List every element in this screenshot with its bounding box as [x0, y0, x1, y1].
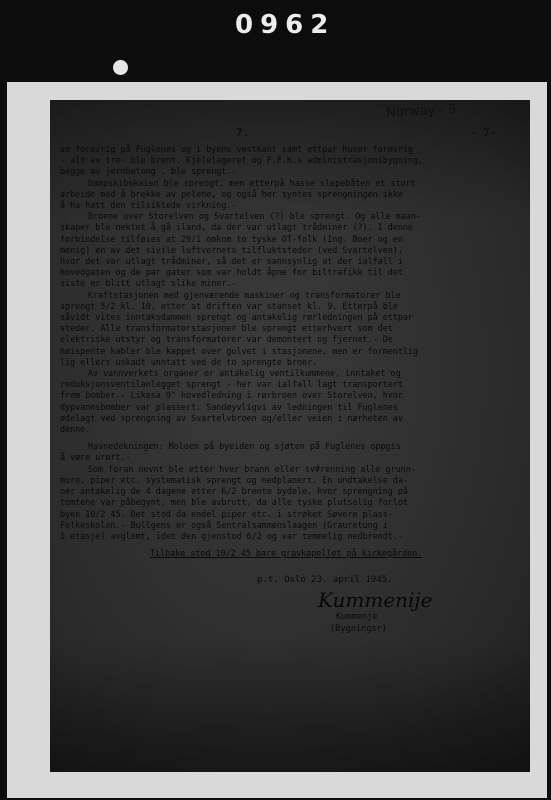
body-line: 1 etasje) avglemt, idet den gjenstod 6/2 og var temmelig nedbrendt.-	[60, 530, 403, 541]
body-line: Kraftstasjonen med gjenværende maskiner og transformatorer ble	[88, 289, 401, 300]
body-line: Broene over Storelven og Svartelven (?) ble sprengt. Og alle maan-	[88, 211, 421, 222]
page-number-left: 7.	[236, 126, 250, 139]
body-line: Av vannverkets organer er antakelig ventilkummene, inntaket og	[88, 368, 401, 379]
body-line: siste er blitt utlagt slike miner.-	[60, 278, 237, 289]
body-line: Dampskibskaien ble sprengt, men etterpå hasse slepebåten et stort	[88, 177, 416, 188]
body-line: ødelagt ved sprengning av Svartelvbroen og/eller veien i nærheten av	[60, 412, 403, 423]
country-tag: Norway - 5	[385, 102, 457, 121]
body-line: hvor det var utlagt trådminer, så det er sannsynlig at der ialfall i	[60, 256, 403, 267]
body-line: Folkeskolen.- Bullgens er også Sentralsammenslaagen (Grauretung i	[60, 519, 388, 530]
body-line: dypvannsbomber var plassert. Sandøyvligvi av ledningen til Fuglenes	[60, 401, 398, 412]
body-line: sprengt 5/2 kl. 10, etter at driften var stanset kl. 9. Etterpå ble	[60, 300, 398, 311]
body-line: arbeide med å brekke av pelene, og også her syntes sprengningen ikke	[60, 188, 403, 199]
body-line: hovedgaten og de par gater som var holdt åpne for biltrafikk til det	[60, 267, 403, 278]
frame-number: 0962	[235, 10, 336, 40]
body-line: menig) en av det sivile luftvernets tilfluktsteder (ved Svartelven),	[60, 244, 403, 255]
body-line: skaper ble nektet å gå iland, da der var utlagt trådminer (?). I denne	[60, 222, 413, 233]
body-line: denne.	[60, 424, 91, 435]
body-line: tomtene var påbegynt, men ble avbrutt, da alle tyske plutselig forlot	[60, 497, 408, 508]
body-line: byen 10/2 45. Det stod da endel piper etc. i strøket Søvere plass-	[60, 508, 393, 519]
body-line: so forevrig på Fuglenes og i byens vestkant samt ettpar huser forøvrig	[60, 144, 413, 154]
signer-name: Kummenje	[336, 612, 378, 622]
page-number-right: - 7-	[470, 126, 497, 139]
body-line: reduksjonsventilanlegget sprengt - her var ialfall lagt transportert	[60, 379, 403, 390]
body-line: begge av jernbetong , ble sprengt.-	[60, 166, 237, 177]
body-line: elektriske utstyr og transformatorer var demontert og fjernet.- De	[60, 334, 393, 345]
body-line: Som foran nevnt ble etter hver brann eller sv#renning alle grunn-	[88, 463, 416, 474]
body-line: mure, piper etc. systematisk sprengt og nedplanert. En undtakelse da-	[60, 474, 408, 485]
signer-role: (Bygningsr)	[330, 624, 387, 634]
body-line: lig ellers uskadt unntatt ved de to sprengte broer.	[60, 356, 318, 367]
body-line: frem bomber.- Likesa 9" hovedledning i rørbroen over Storelven, hvor	[60, 390, 403, 401]
body-text	[60, 144, 506, 559]
dateline: p.t. Oslo 23. april 1945.	[257, 575, 393, 585]
handwritten-signature: Kummenije	[318, 588, 433, 612]
body-line: såvidt vites inntaksdammen sprengt og antakelig rørledningen på ettpar	[60, 312, 413, 323]
body-line: steder. Alle transformatorstasjoner ble sprengt etterhvert som det	[60, 323, 393, 334]
body-line: å ha hatt den tilsiktede virkning.-	[60, 200, 237, 211]
body-line: - alt av tre- ble brent. Kjelelageret og F.F.K.s administrasjonsbygning,	[60, 155, 424, 166]
body-line: ner antakelig de 4 dagene etter 6/2 brente bydele, hvor sprengning på	[60, 486, 408, 497]
body-line: Havnedekningen: Moloen på byeiden og sjøten på Fuglenes oppgis	[88, 441, 401, 452]
footer-line: Tilbake stod 10/2 45 bare gravkapellet på kirkegården.	[150, 548, 423, 559]
punch-hole	[113, 60, 128, 75]
body-line: forbindelse tilføies at 29/1 omkom to tyske OT-folk (Ing. Boer og en	[60, 233, 403, 244]
body-line: å være urørt.-	[60, 452, 131, 463]
body-line: høispente kabler ble kappet over gulvet i stasjonene, men er formentlig	[60, 345, 418, 356]
